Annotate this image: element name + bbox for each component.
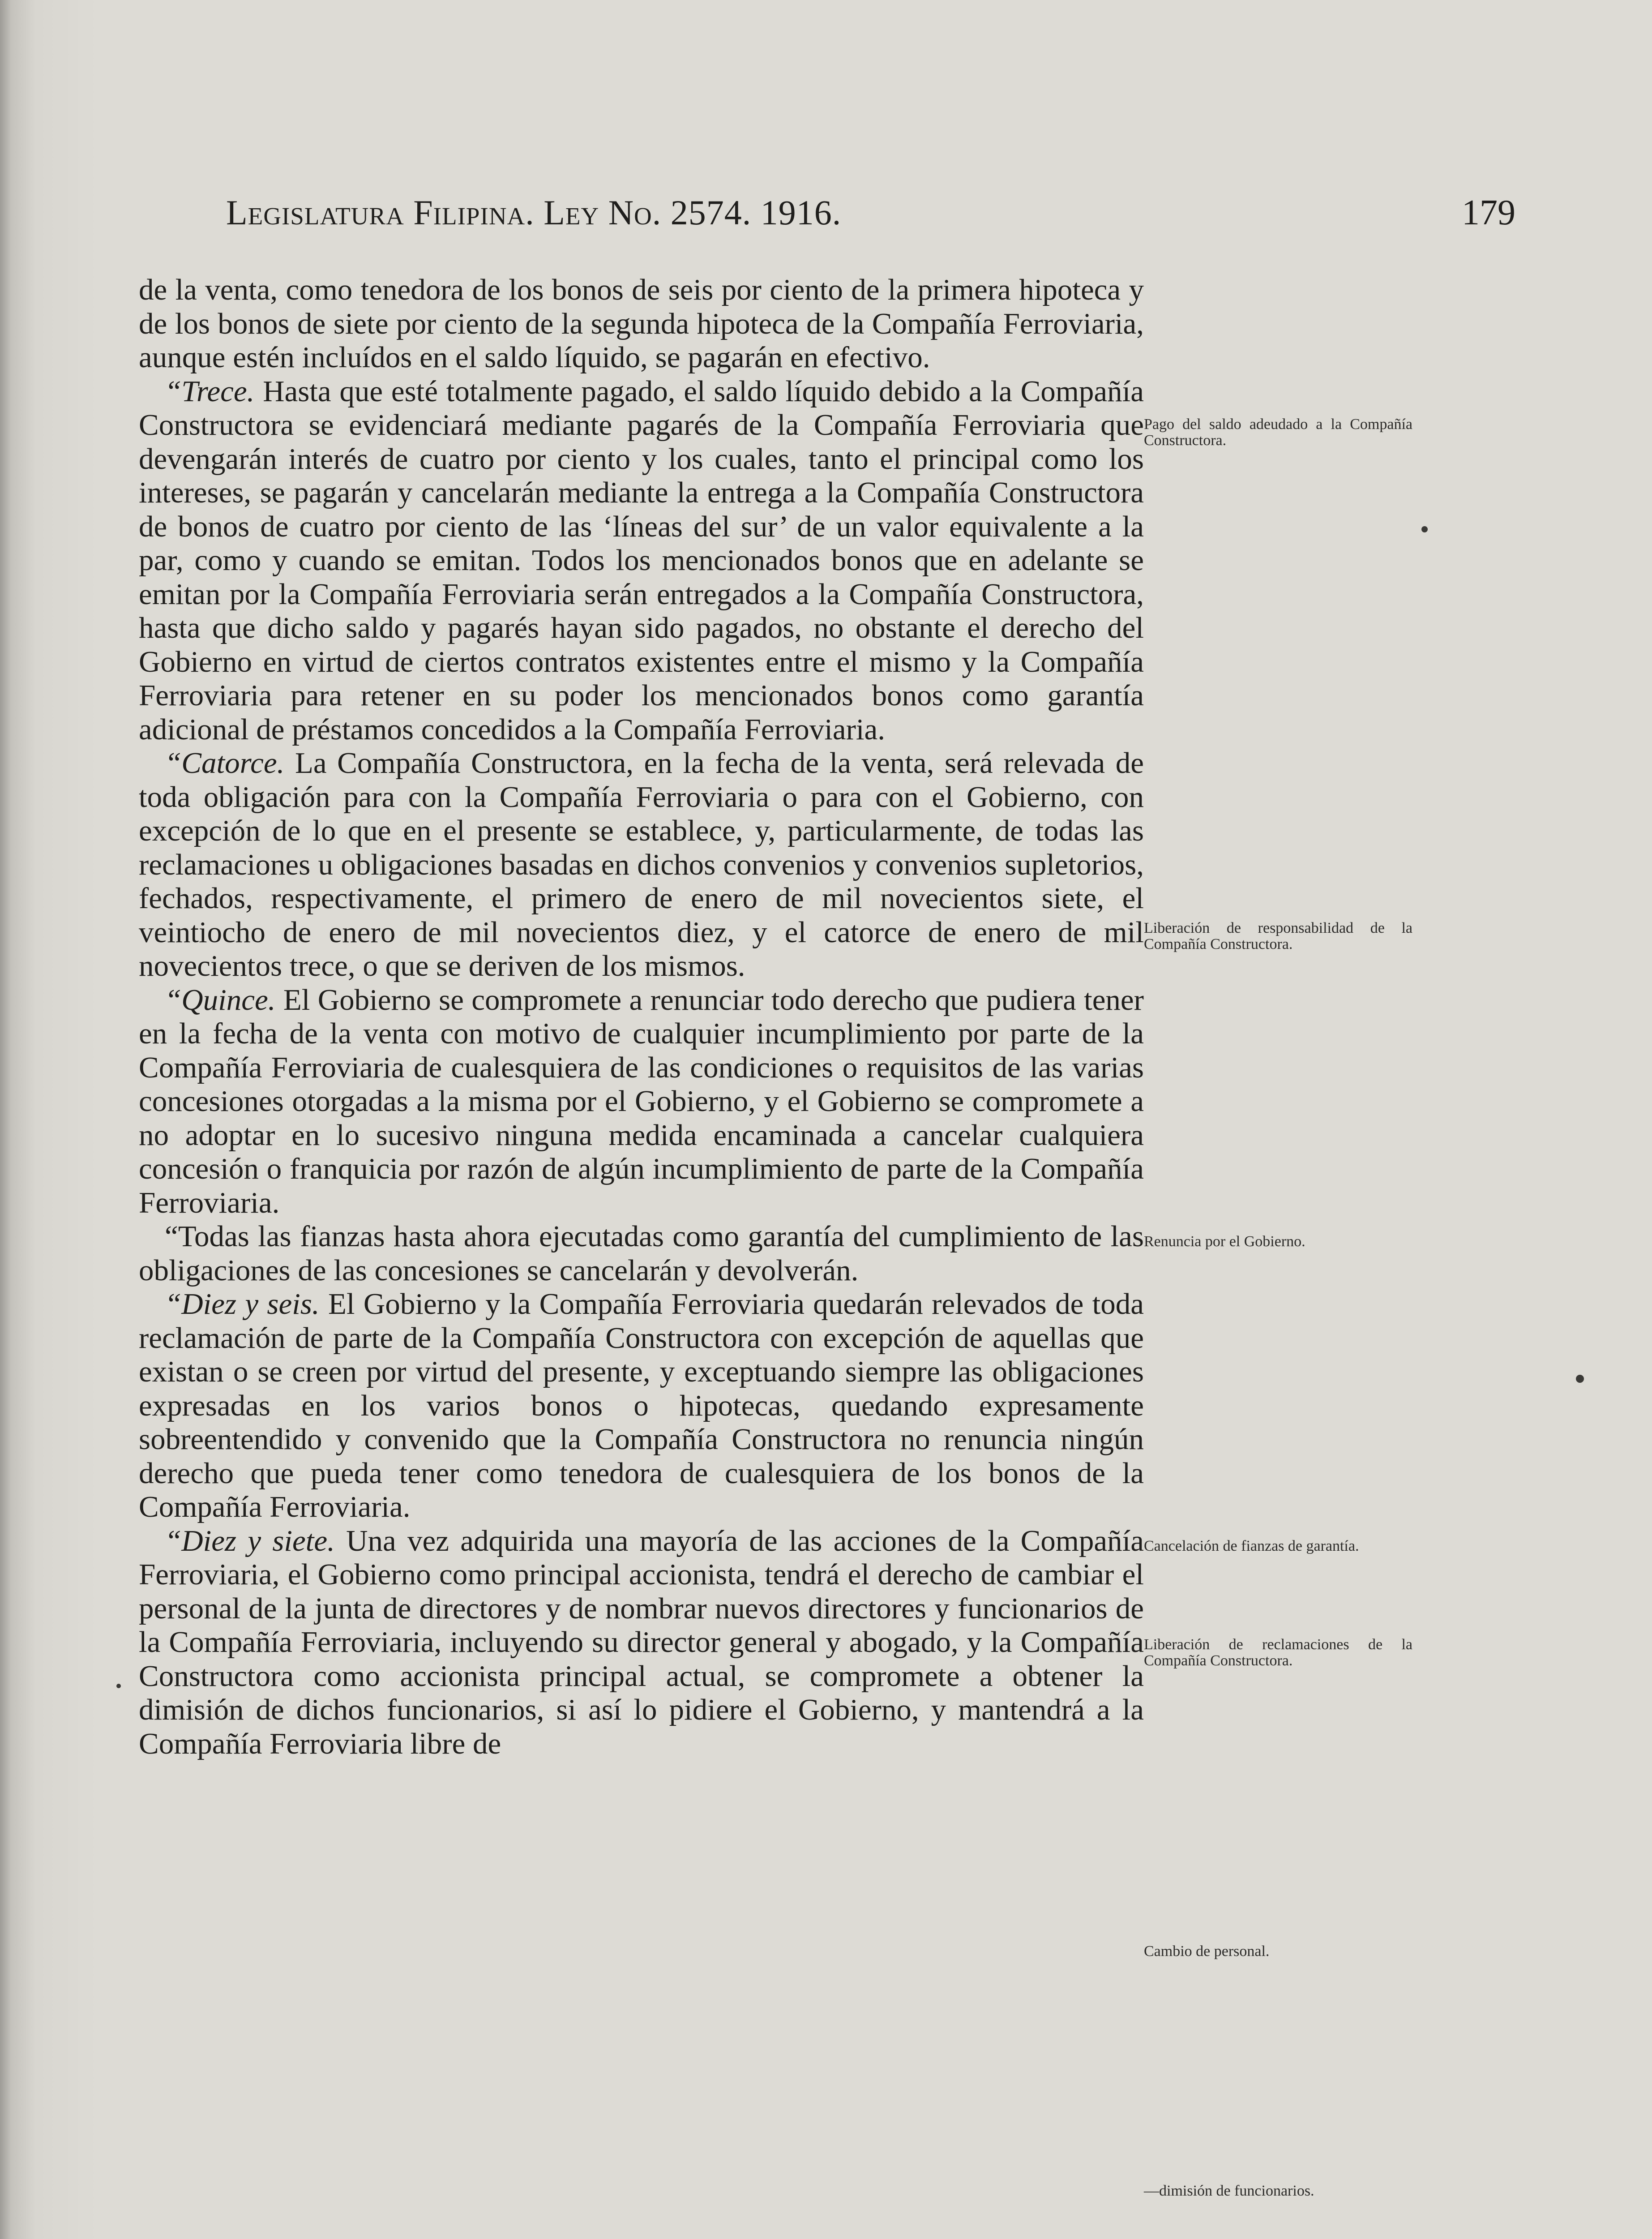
paragraph-quince: “Quince. El Gobierno se compromete a renunciar todo derecho que pudiera tener en la fecha de la venta con motivo de cualquier incumplimiento por parte de la Compañía Ferroviaria de cualesquiera de las condiciones o requisitos de las varias concesiones otorgadas a la misma por el Gobierno, y el Gobierno se compromete a no adoptar en lo sucesivo ninguna medida encaminada a cancelar cualquiera concesión o franquicia por razón de algún incumplimiento de parte de la Compañía Ferroviaria. bbox=[139, 983, 1144, 1219]
margin-note-liberacion-responsabilidad: Liberación de responsabilidad de la Compañía Constructora. bbox=[1144, 920, 1412, 952]
clause-lead: “Diez y seis. bbox=[165, 1287, 320, 1321]
paper-speck bbox=[1576, 1375, 1584, 1383]
clause-lead: “Quince. bbox=[165, 983, 276, 1017]
paragraph-catorce: “Catorce. La Compañía Constructora, en la fecha de la venta, será relevada de toda obligación para con la Compañía Ferroviaria o para con el Gobierno, con excepción de lo que en el presente se establece, y, particularmente, de todas las reclamaciones u obligaciones basadas en dichos convenios y convenios supletorios, fechados, respectivamente, el primero de enero de mil novecientos siete, el veintiocho de enero de mil novecientos diez, y el catorce de enero de mil novecientos trece, o que se deriven de los mismos. bbox=[139, 746, 1144, 982]
margin-note-cambio-personal: Cambio de personal. bbox=[1144, 1943, 1270, 1960]
running-title: Legislatura Filipina. Ley No. 2574. 1916. bbox=[226, 193, 842, 232]
margin-note-pago-saldo: Pago del saldo adeudado a la Compañía Constructora. bbox=[1144, 416, 1412, 449]
margin-note-liberacion-reclamaciones: Liberación de reclamaciones de la Compañía Constructora. bbox=[1144, 1636, 1412, 1669]
margin-notes bbox=[1144, 0, 1412, 2239]
paragraph-diez-y-seis: “Diez y seis. El Gobierno y la Compañía Ferroviaria quedarán relevados de toda reclamación de parte de la Compañía Constructora con excepción de aquellas que existan o se creen por virtud del presente, y exceptuando siempre las obligaciones expresadas en los varios bonos o hipotecas, quedando expresamente sobreentendido y convenido que la Compañía Constructora no renuncia ningún derecho que pueda tener como tenedora de cualesquiera de los bonos de la Compañía Ferroviaria. bbox=[139, 1287, 1144, 1523]
clause-lead: “Catorce. bbox=[165, 746, 285, 780]
paragraph-continuation: de la venta, como tenedora de los bonos de seis por ciento de la primera hipoteca y de los bonos de siete por ciento de la segunda hipoteca de la Compañía Ferroviaria, aunque estén incluídos en el saldo líquido, se pagarán en efectivo. bbox=[139, 273, 1144, 374]
body-text bbox=[139, 273, 1144, 1761]
paper-speck bbox=[116, 1684, 121, 1688]
paragraph-trece: “Trece. Hasta que esté totalmente pagado, el saldo líquido debido a la Compañía Constructora se evidenciará mediante pagarés de la Compañía Ferroviaria que devengarán interés de cuatro por ciento y los cuales, tanto el principal como los intereses, se pagarán y cancelarán mediante la entrega a la Compañía Constructora de bonos de cuatro por ciento de las ‘líneas del sur’ de un valor equivalente a la par, como y cuando se emitan. Todos los mencionados bonos que en adelante se emitan por la Compañía Ferroviaria serán entregados a la Compañía Constructora, hasta que dicho saldo y pagarés hayan sido pagados, no obstante el derecho del Gobierno en virtud de ciertos contratos existentes entre el mismo y la Compañía Ferroviaria para retener en su poder los mencionados bonos como garantía adicional de préstamos concedidos a la Compañía Ferroviaria. bbox=[139, 374, 1144, 746]
margin-note-dimision: —dimisión de funcionarios. bbox=[1144, 2183, 1314, 2199]
paper-speck bbox=[1421, 526, 1428, 532]
clause-lead: “Trece. bbox=[165, 374, 255, 408]
clause-lead: “Diez y siete. bbox=[165, 1524, 335, 1557]
page-number: 179 bbox=[1462, 193, 1515, 232]
paragraph-diez-y-siete: “Diez y siete. Una vez adquirida una mayoría de las acciones de la Compañía Ferroviaria, el Gobierno como principal accionista, tendrá el derecho de cambiar el personal de la junta de directores y de nombrar nuevos directores y funcionarios de la Compañía Ferroviaria, incluyendo su director general y abogado, y la Compañía Constructora como accionista principal actual, se compromete a obtener la dimisión de dichos funcionarios, si así lo pidiere el Gobierno, y mantendrá a la Compañía Ferroviaria libre de bbox=[139, 1524, 1144, 1760]
margin-note-renuncia: Renuncia por el Gobierno. bbox=[1144, 1233, 1305, 1250]
paragraph-fianzas: “Todas las fianzas hasta ahora ejecutadas como garantía del cumplimiento de las obligaciones de las concesiones se cancelarán y devolverán. bbox=[139, 1220, 1144, 1287]
margin-note-cancelacion-fianzas: Cancelación de fianzas de garantía. bbox=[1144, 1538, 1359, 1554]
